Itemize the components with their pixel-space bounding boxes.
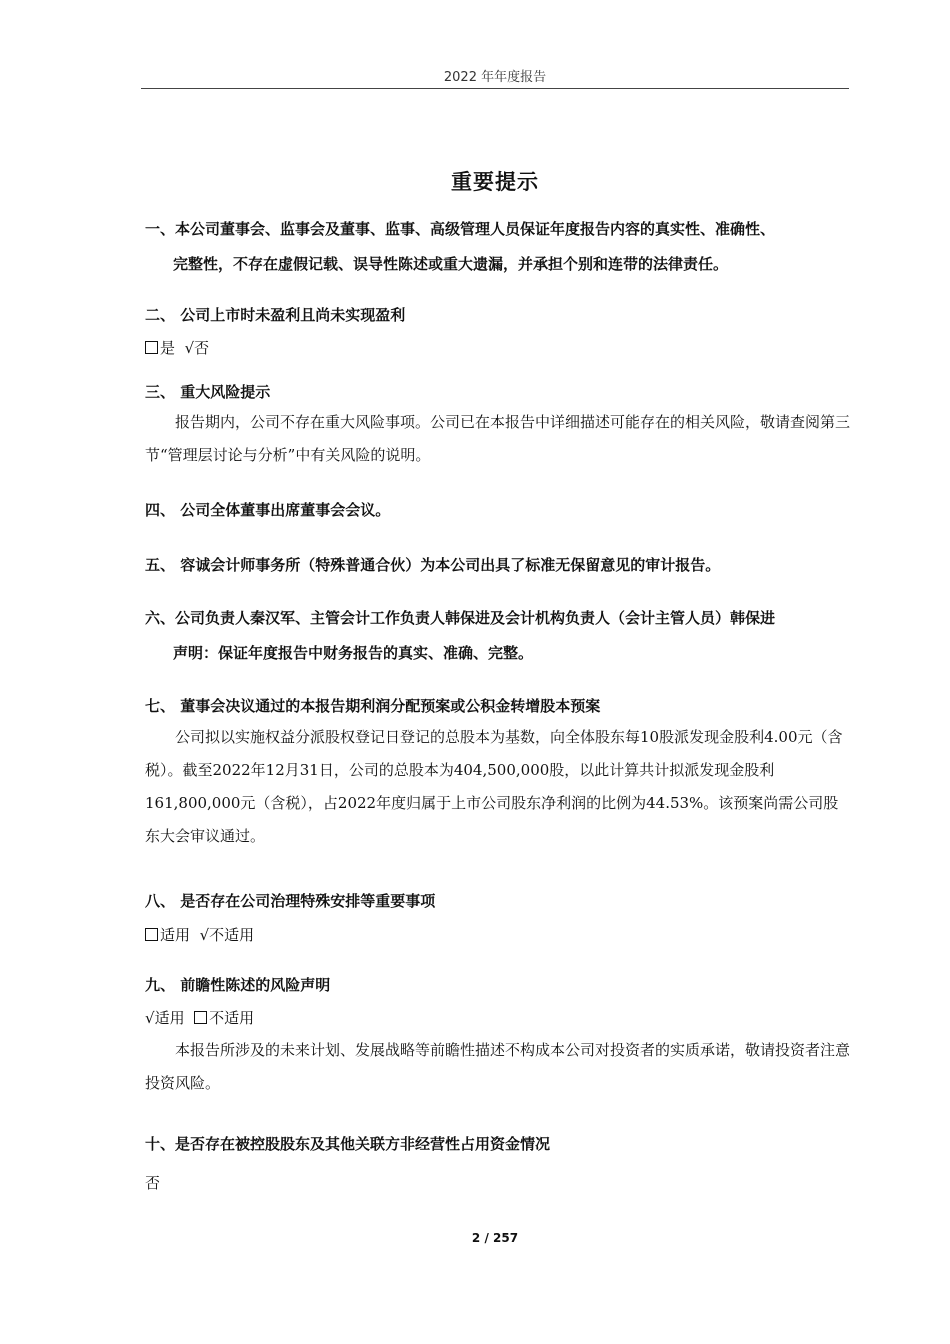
section-1 [145, 212, 853, 282]
option-not-applicable: 不适用 [209, 926, 255, 944]
section-7-heading: 七、 董事会决议通过的本报告期利润分配预案或公积金转增股本预案 [145, 697, 601, 715]
section-9-heading: 九、 前瞻性陈述的风险声明 [145, 976, 331, 994]
section-3-heading: 三、 重大风险提示 [145, 383, 271, 401]
checkmark-icon: √ [145, 1009, 155, 1027]
option-not-applicable: 不适用 [209, 1009, 255, 1027]
option-applicable: 适用 [154, 1009, 185, 1027]
page-number: 2 / 257 [471, 1231, 519, 1245]
section-2-heading: 二、 公司上市时未盈利且尚未实现盈利 [145, 306, 406, 324]
section-10-answer: 否 [145, 1174, 161, 1192]
page-header: 2022 年年度报告 [443, 70, 547, 85]
section-9-paragraph [145, 1034, 851, 1100]
checkbox-unchecked-icon [145, 928, 158, 941]
section-5-heading: 五、 容诚会计师事务所（特殊普通合伙）为本公司出具了标准无保留意见的审计报告。 [145, 556, 721, 574]
section-8-heading: 八、 是否存在公司治理特殊安排等重要事项 [145, 892, 436, 910]
section-3-text: 报告期内，公司不存在重大风险事项。公司已在本报告中详细描述可能存在的相关风险，敬请查阅第三节“管理层讨论与分析”中有关风险的说明。 [145, 413, 851, 464]
section-6-line1: 六、公司负责人秦汉军、主管会计工作负责人韩保进及会计机构负责人（会计主管人员）韩保进 [145, 609, 776, 627]
section-1-line1: 一、本公司董事会、监事会及董事、监事、高级管理人员保证年度报告内容的真实性、准确性、 [145, 220, 776, 238]
section-4-heading: 四、 公司全体董事出席董事会会议。 [145, 501, 391, 519]
section-6-line2: 声明：保证年度报告中财务报告的真实、准确、完整。 [173, 644, 534, 662]
page-title: 重要提示 [451, 170, 539, 194]
section-3-paragraph [145, 406, 851, 472]
section-1-line2: 完整性，不存在虚假记载、误导性陈述或重大遗漏，并承担个别和连带的法律责任。 [173, 255, 729, 273]
option-yes: 是 [160, 339, 176, 357]
section-9-text: 本报告所涉及的未来计划、发展战略等前瞻性描述不构成本公司对投资者的实质承诺，敬请投资者注意投资风险。 [145, 1041, 851, 1092]
header-divider [141, 88, 849, 89]
checkbox-unchecked-icon [145, 341, 158, 354]
section-2-options [145, 338, 209, 358]
section-7-text: 公司拟以实施权益分派股权登记日登记的总股本为基数，向全体股东每10股派发现金股利4.00元（含税）。截至2022年12月31日，公司的总股本为404,500,000股，以此计算共计拟派发现金股利161,800,000元（含税），占2022年度归属于上市公司股东净利润的比例为44.53%。该预案尚需公司股东大会审议通过。 [145, 728, 843, 845]
section-9-options [145, 1008, 254, 1028]
checkmark-icon: √ [184, 339, 195, 357]
checkmark-icon: √ [199, 926, 210, 944]
option-applicable: 适用 [160, 926, 191, 944]
section-7-paragraph [145, 721, 851, 853]
section-6 [145, 601, 853, 671]
option-no: 否 [194, 339, 210, 357]
section-8-options [145, 925, 254, 945]
checkbox-unchecked-icon [194, 1011, 207, 1024]
section-10-heading: 十、是否存在被控股股东及其他关联方非经营性占用资金情况 [145, 1135, 551, 1153]
